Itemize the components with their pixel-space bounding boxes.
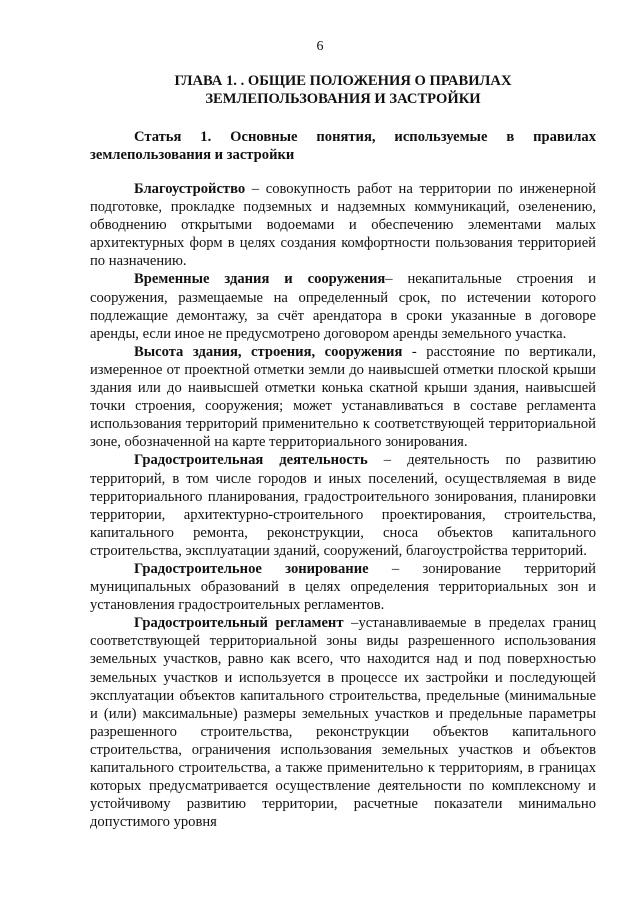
definition-text: - расстояние по вертикали, измеренное от проектной отметки земли до наивысшей отметки плоской крыши здания или до наивысшей отметки конька скатной крыши здания, наивысшей точки строения, сооружения; может устанавливаться в составе регламента использования территорий применительно к соответствующей территориальной зоне, обозначенной на карте территориального зонирования. bbox=[90, 343, 596, 451]
definition-text: – деятельность по развитию территорий, в том числе городов и иных поселений, осуществляемая в виде территориального планирования, градостроительного зонирования, планировки территории, архитектурно-строительного проектирования, строительства, капитального ремонта, реконструкции, сноса объектов капитального строительства, эксплуатации зданий, сооружений, благоустройства территорий. bbox=[90, 452, 597, 559]
article-title: Статья 1. Основные понятия, используемые в правилах землепользования и застройки bbox=[90, 129, 596, 163]
definition-term: Градостроительный регламент bbox=[134, 615, 344, 632]
definition-term: Благоустройство bbox=[134, 181, 246, 197]
document-body bbox=[90, 180, 596, 831]
definition-paragraph bbox=[90, 180, 596, 270]
definition-paragraph bbox=[90, 343, 596, 452]
definition-paragraph bbox=[90, 560, 596, 614]
chapter-title: ГЛАВА 1. . ОБЩИЕ ПОЛОЖЕНИЯ О ПРАВИЛАХ ЗЕМЛЕПОЛЬЗОВАНИЯ И ЗАСТРОЙКИ bbox=[174, 73, 512, 107]
definition-term: Градостроительное зонирование bbox=[134, 560, 369, 577]
definition-text: – совокупность работ на территории по инженерной подготовке, прокладке подземных и надземных коммуникаций, озеленению, обводнению открытыми водоемами и обеспечению элементами малых архитектурных форм в целях создания комфортности пользования территорией по назначению. bbox=[90, 181, 596, 270]
definition-text: –устанавливаемые в пределах границ соответствующей территориальной зоны виды разрешенного использования земельных участков, равно как всего, что находится над и под поверхностью земельных участков и используется в процессе их застройки и последующей эксплуатации объектов капитального строительства, предельные (минимальные и (или) максимальные) размеры земельных участков и предельные параметры разрешенного строительства, реконструкции объектов капитального строительства, ограничения использования земельных участков и объектов капитального строительства, а также применительно к территориям, в границах которых предусматривается осуществление деятельности по комплексному и устойчивому развитию территории, расчетные показатели минимально допустимого уровня bbox=[90, 615, 596, 831]
definition-term: Градостроительная деятельность bbox=[134, 452, 368, 469]
definition-term: Высота здания, строения, сооружения bbox=[134, 343, 403, 360]
definition-term: Временные здания и сооружения bbox=[134, 271, 386, 288]
definition-paragraph bbox=[90, 451, 596, 560]
definition-paragraph bbox=[90, 614, 596, 831]
definition-paragraph bbox=[90, 270, 596, 342]
definition-text: – некапитальные строения и сооружения, размещаемые на определенный срок, по истечении которого подлежащие демонтажу, за счёт арендатора в сроки указанные в договоре аренды, если иное не предусмотрено договором аренды земельного участка. bbox=[90, 271, 596, 342]
page-number: 6 bbox=[316, 39, 324, 54]
definition-text: – зонирование территорий муниципальных образований в целях определения территориальных зон и установления градостроительных регламентов. bbox=[90, 560, 596, 614]
